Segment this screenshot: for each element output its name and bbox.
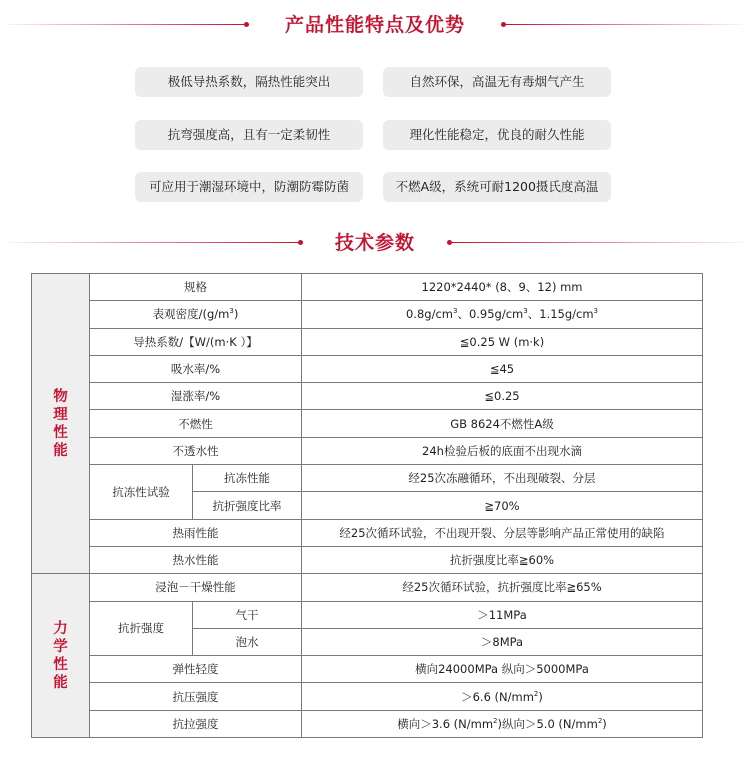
features-section-header [0,10,750,40]
row-value: GB 8624不燃性A级 [302,410,703,437]
row-value: ＞6.6 $(N/mm^2)$ [302,683,703,710]
table-row [32,519,703,546]
row-label: 抗拉强度 [90,710,302,737]
row-value: ≦45 [302,355,703,382]
row-value: ＞11MPa [302,601,703,628]
row-value: $0.8g/cm^3$、$0.95g/cm^3$、$1.15g/cm^3$ [302,301,703,328]
row-label: 规格 [90,274,302,301]
table-row [32,328,703,355]
row-label: 热雨性能 [90,519,302,546]
row-value: 经25次冻融循环，不出现破裂、分层 [302,465,703,492]
row-label: 表观密度$/(g/m^3)$ [90,301,302,328]
row-label: 浸泡－干燥性能 [90,574,302,601]
table-row [32,574,703,601]
row-label: 导热系数/【W/(m·K ）】 [90,328,302,355]
table-row [32,601,703,628]
header-right-line [506,24,742,25]
table-row [32,465,703,492]
header-right-line [452,242,742,243]
row-value: ＞8MPa [302,628,703,655]
row-value: ≦0.25 [302,383,703,410]
row-value: 24h检验后板的底面不出现水滴 [302,437,703,464]
table-row [32,656,703,683]
row-value: 横向＞3.6 $(N/mm^2)$纵向＞5.0 $(N/mm^2)$ [302,710,703,737]
sub-row-label: 泡水 [193,628,302,655]
feature-item: 理化性能稳定，优良的耐久性能 [383,120,611,150]
row-label: 抗冻性试验 [90,465,193,520]
table-row [32,546,703,573]
row-label: 吸水率/% [90,355,302,382]
row-label: 不透水性 [90,437,302,464]
feature-item: 抗弯强度高，且有一定柔韧性 [135,120,363,150]
table-row [32,301,703,328]
feature-item: 自然环保，高温无有毒烟气产生 [383,67,611,97]
row-value: ≦0.25 W (m·k) [302,328,703,355]
row-value: 经25次循环试验，不出现开裂、分层等影响产品正常使用的缺陷 [302,519,703,546]
row-value: 1220*2440* (8、9、12) mm [302,274,703,301]
category-mechanical: 力学性能 [32,574,90,738]
table-row [32,437,703,464]
table-row [32,710,703,737]
feature-item: 极低导热系数，隔热性能突出 [135,67,363,97]
features-section-title: 产品性能特点及优势 [284,14,465,36]
spec-section-header [0,228,750,258]
table-row [32,274,703,301]
table-row [32,355,703,382]
row-label: 热水性能 [90,546,302,573]
table-row [32,383,703,410]
row-label: 湿涨率/% [90,383,302,410]
spec-table [31,273,703,738]
feature-item: 可应用于潮湿环境中，防潮防霉防菌 [135,172,363,202]
row-label: 不燃性 [90,410,302,437]
sub-row-label: 气干 [193,601,302,628]
row-label: 弹性轻度 [90,656,302,683]
row-label: 抗折强度 [90,601,193,656]
feature-item: 不燃A级，系统可耐1200摄氏度高温 [383,172,611,202]
category-physical: 物理性能 [32,274,90,574]
row-value: 抗折强度比率≧60% [302,546,703,573]
row-value: 横向24000MPa 纵向＞5000MPa [302,656,703,683]
spec-section-title: 技术参数 [334,232,415,254]
row-label: 抗压强度 [90,683,302,710]
sub-row-label: 抗冻性能 [193,465,302,492]
row-value: ≧70% [302,492,703,519]
table-row [32,683,703,710]
table-row [32,410,703,437]
sub-row-label: 抗折强度比率 [193,492,302,519]
row-value: 经25次循环试验，抗折强度比率≧65% [302,574,703,601]
